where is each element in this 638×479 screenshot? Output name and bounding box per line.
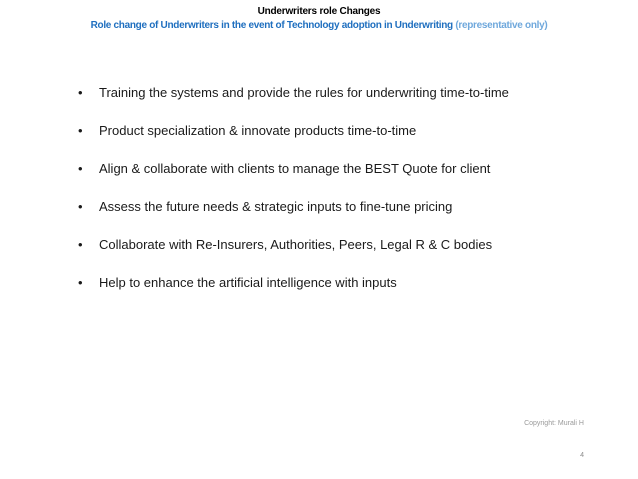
bullet-text: Product specialization & innovate products time-to-time: [99, 123, 417, 138]
bullet-marker: •: [78, 161, 83, 176]
copyright-text: Copyright: Murali H: [524, 420, 584, 427]
bullet-item: [78, 236, 618, 274]
bullet-item: [78, 198, 618, 236]
page-number: 4: [580, 452, 584, 459]
bullet-marker: •: [78, 85, 83, 100]
bullet-marker: •: [78, 199, 83, 214]
bullet-marker: •: [78, 123, 83, 138]
bullet-item: [78, 122, 618, 160]
bullet-text: Align & collaborate with clients to manage the BEST Quote for client: [99, 161, 491, 176]
bullet-item: [78, 160, 618, 198]
bullet-text: Help to enhance the artificial intelligence with inputs: [99, 275, 397, 290]
bullet-item: [78, 84, 618, 122]
subtitle-note: (representative only): [455, 20, 548, 31]
bullet-marker: •: [78, 275, 83, 290]
bullet-item: [78, 274, 618, 312]
bullet-text: Collaborate with Re-Insurers, Authorities, Peers, Legal R & C bodies: [99, 237, 493, 252]
bullet-text: Assess the future needs & strategic inputs to fine-tune pricing: [99, 199, 453, 214]
slide-title: Underwriters role Changes: [257, 6, 381, 17]
bullet-marker: •: [78, 237, 83, 252]
slide-subtitle: [0, 20, 638, 31]
subtitle-main: Role change of Underwriters in the event of Technology adoption in Underwriting: [90, 20, 453, 31]
bullet-list: [78, 84, 618, 312]
bullet-text: Training the systems and provide the rules for underwriting time-to-time: [99, 85, 509, 100]
